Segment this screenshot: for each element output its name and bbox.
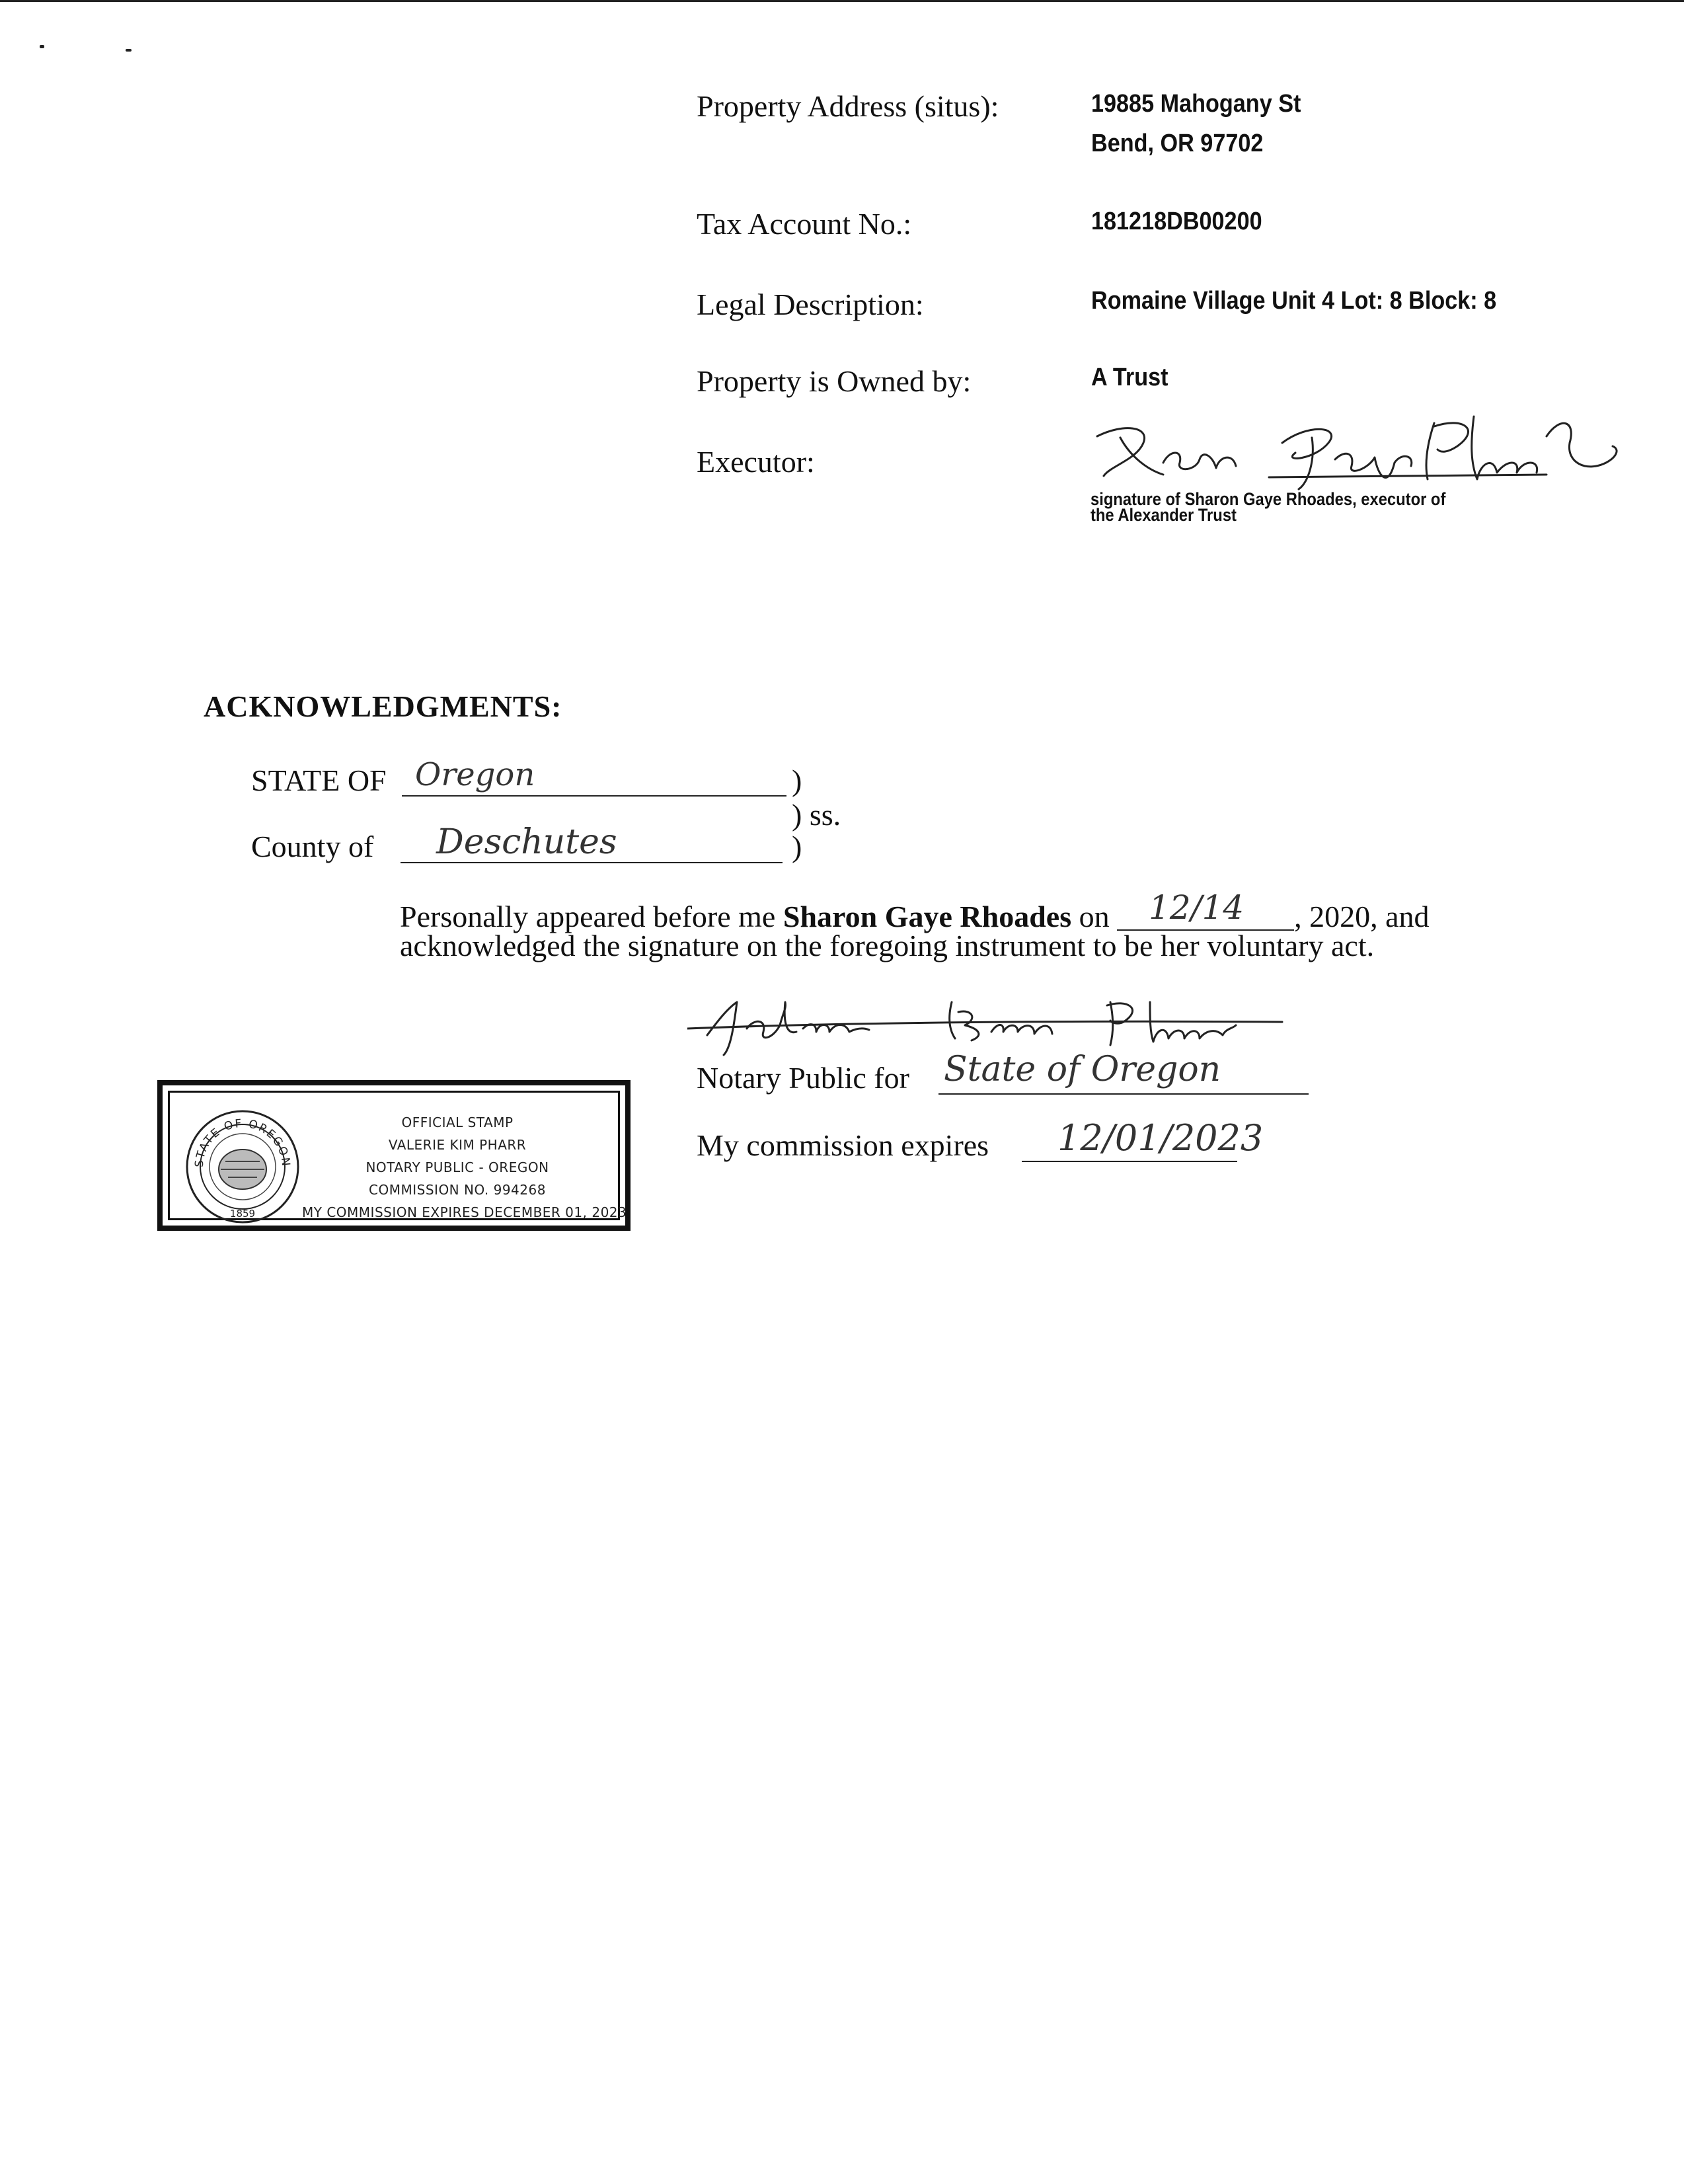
executor-label: Executor: — [697, 445, 815, 479]
county-of-value: Deschutes — [436, 822, 617, 862]
notary-stamp-inner-border — [168, 1091, 627, 1220]
seal-top-text: STATE OF OREGON — [192, 1116, 293, 1168]
paren-ss: ) ss. — [792, 798, 841, 832]
appearance-date-field — [1117, 888, 1294, 927]
paren-bottom: ) — [792, 830, 802, 863]
legal-description-value: Romaine Village Unit 4 Lot: 8 Block: 8 — [1091, 287, 1497, 315]
stamp-line-1: OFFICIAL STAMP — [401, 1114, 514, 1130]
state-of-line — [402, 795, 786, 797]
paren-top: ) — [792, 763, 802, 797]
appearer-name: Sharon Gaye Rhoades — [783, 900, 1072, 933]
appearance-sentence-line1: Personally appeared before me Sharon Gaye Rhoades on 12/14 , 2020, and — [400, 888, 1430, 933]
property-address-label: Property Address (situs): — [697, 89, 999, 123]
county-of-line — [401, 862, 783, 863]
seal-year-text: 1859 — [229, 1208, 256, 1220]
owned-by-label: Property is Owned by: — [697, 364, 972, 398]
acknowledgments-title: ACKNOWLEDGMENTS: — [204, 689, 562, 723]
executor-signature — [1084, 397, 1626, 496]
state-seal-icon — [184, 1109, 301, 1225]
property-address-line2: Bend, OR 97702 — [1091, 130, 1264, 157]
commission-expires-line — [1022, 1161, 1237, 1162]
stamp-line-3: NOTARY PUBLIC - OREGON — [365, 1159, 549, 1175]
appearance-date-value: 12/14 — [1149, 888, 1244, 927]
legal-description-label: Legal Description: — [697, 288, 924, 321]
stamp-line-5: MY COMMISSION EXPIRES DECEMBER 01, 2023 — [302, 1204, 627, 1220]
notary-stamp — [157, 1080, 631, 1231]
scan-speck — [126, 49, 132, 52]
stamp-line-2: VALERIE KIM PHARR — [388, 1137, 527, 1153]
stamp-line-4: COMMISSION NO. 994268 — [369, 1182, 546, 1198]
tax-account-value: 181218DB00200 — [1091, 208, 1262, 235]
scan-speck — [40, 45, 44, 48]
notary-public-label: Notary Public for — [697, 1061, 909, 1095]
commission-expires-value: 12/01/2023 — [1057, 1117, 1264, 1159]
notary-stamp-text — [302, 1111, 627, 1224]
page-top-border — [0, 0, 1684, 2]
appearance-sentence-line2: acknowledged the signature on the foregoing instrument to be her voluntary act. — [400, 929, 1375, 962]
property-address-line1: 19885 Mahogany St — [1091, 90, 1301, 118]
county-of-label: County of — [251, 830, 374, 863]
state-of-value: Oregon — [415, 756, 535, 793]
executor-signature-caption: signature of Sharon Gaye Rhoades, executor of the Alexander Trust — [1091, 489, 1446, 525]
owned-by-value: A Trust — [1091, 364, 1168, 391]
commission-expires-label: My commission expires — [697, 1128, 989, 1162]
notary-public-for-value: State of Oregon — [944, 1050, 1221, 1089]
tax-account-label: Tax Account No.: — [697, 207, 912, 241]
notary-public-line — [938, 1093, 1309, 1095]
state-of-label: STATE OF — [251, 763, 387, 797]
